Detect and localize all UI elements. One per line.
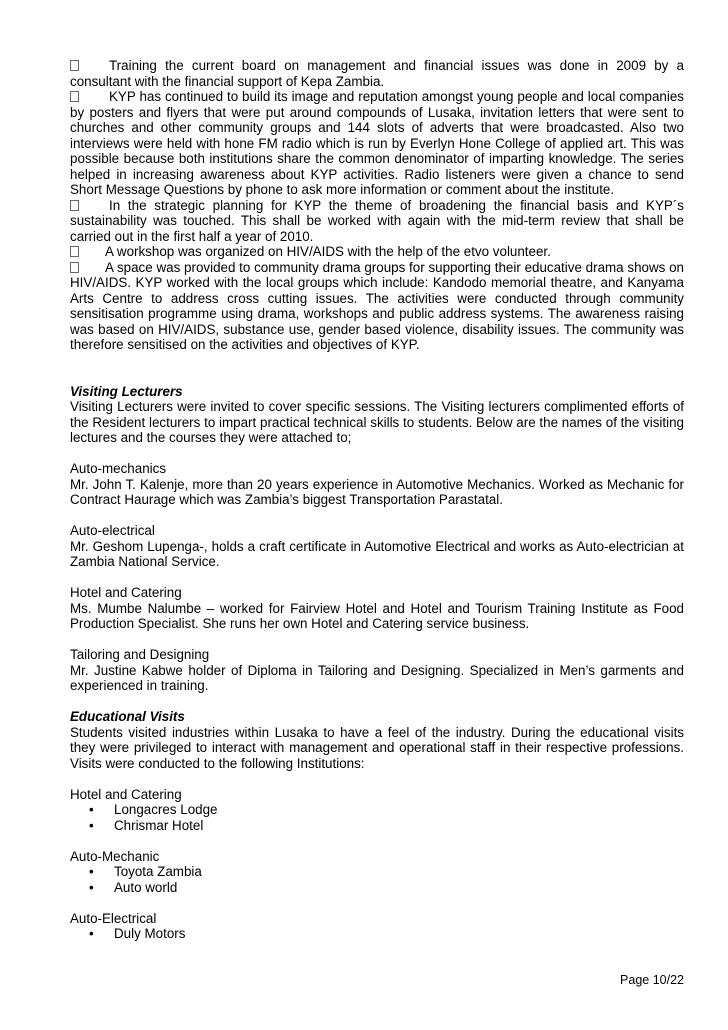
list-item: • Auto world xyxy=(89,879,178,895)
lecturer-text: Mr. Geshom Lupenga-, holds a craft certificate in Automotive Electrical and works as Auto-electrician at Zambia National Service. xyxy=(70,538,684,569)
checkbox-bullet-icon xyxy=(70,246,79,257)
bullet-dot-icon: • xyxy=(89,864,94,879)
list-item: • Toyota Zambia xyxy=(89,864,202,879)
page-number: Page 10/22 xyxy=(620,973,684,987)
list-item: • Chrismar Hotel xyxy=(89,817,204,833)
visit-list xyxy=(70,802,684,833)
visit-list xyxy=(70,926,684,942)
bullet-dot-icon: • xyxy=(89,926,94,941)
lecturer-text: Mr. John T. Kalenje, more than 20 years experience in Automotive Mechanics. Worked as Mechanic for Contract Haurage which was Zambia’s biggest Transportation Parastatal. xyxy=(70,476,684,507)
lecturer-text: Mr. Justine Kabwe holder of Diploma in Tailoring and Designing. Specialized in Men’s garments and experienced in training. xyxy=(70,662,684,693)
checkbox-bullet-icon xyxy=(70,200,79,211)
lecturer-course: Auto-mechanics xyxy=(70,461,167,476)
lecturer-text: Ms. Mumbe Nalumbe – worked for Fairview Hotel and Hotel and Tourism Training Institute as Food Production Specialist. She runs her own Hotel and Catering service business. xyxy=(70,600,684,631)
bullet-dot-icon: • xyxy=(89,817,94,833)
lecturers-intro: Visiting Lecturers were invited to cover specific sessions. The Visiting lecturers complimented efforts of the Resident lecturers to impart practical technical skills to students. Below are the names of the visiting lectures and the courses they were attached to; xyxy=(70,399,684,445)
visit-group-name: Hotel and Catering xyxy=(70,786,182,802)
intro-bullet: KYP has continued to build its image and reputation amongst young people and local companies by posters and flyers that were put around compounds of Lusaka, invitation letters that were sent to churches and other community groups and 144 slots of adverts that were broadcasted. Also two interviews were held with hone FM radio which is run by Everlyn Hone College of applied art. This was possible because both institutions share the common denominator of imparting knowledge. The series helped in increasing awareness about KYP activities. Radio listeners were given a chance to send Short Message Questions by phone to ask more information or comment about the institute. xyxy=(70,89,684,197)
visits-intro: Students visited industries within Lusaka to have a feel of the industry. During the educational visits they were privileged to interact with management and operational staff in their respective professions. Visits were conducted to the following Institutions: xyxy=(70,724,684,771)
list-item: • Longacres Lodge xyxy=(89,802,218,817)
section-heading-lecturers: Visiting Lecturers xyxy=(70,383,183,399)
visit-group-name: Auto-Mechanic xyxy=(70,848,160,864)
lecturer-course: Hotel and Catering xyxy=(70,585,182,600)
checkbox-bullet-icon xyxy=(70,262,79,273)
bullet-dot-icon: • xyxy=(89,879,94,895)
checkbox-bullet-icon xyxy=(70,91,79,102)
intro-bullet: A workshop was organized on HIV/AIDS with the help of the etvo volunteer. xyxy=(70,244,684,260)
document-page xyxy=(70,58,684,942)
bullet-dot-icon: • xyxy=(89,802,94,817)
visit-group-name: Auto-Electrical xyxy=(70,910,157,926)
intro-bullet: A space was provided to community drama groups for supporting their educative drama shows on HIV/AIDS. KYP worked with the local groups which include: Kandodo memorial theatre, and Kanyama Arts Centre to address cross cutting issues. The activities were conducted through community sensitisation programme using drama, workshops and public address systems. The awareness raising was based on HIV/AIDS, substance use, gender based violence, disability issues. The community was therefore sensitised on the activities and objectives of KYP. xyxy=(70,259,684,352)
lecturer-course: Auto-electrical xyxy=(70,523,155,538)
intro-bullet: In the strategic planning for KYP the theme of broadening the financial basis and KYP´s sustainability was touched. This shall be worked with again with the mid-term review that shall be carried out in the first half a year of 2010. xyxy=(70,197,684,244)
intro-bullet: Training the current board on management and financial issues was done in 2009 by a consultant with the financial support of Kepa Zambia. xyxy=(70,58,684,89)
list-item: • Duly Motors xyxy=(89,926,186,941)
checkbox-bullet-icon xyxy=(70,60,79,71)
visit-list xyxy=(70,864,684,895)
section-heading-visits: Educational Visits xyxy=(70,709,185,724)
lecturer-course: Tailoring and Designing xyxy=(70,647,210,662)
